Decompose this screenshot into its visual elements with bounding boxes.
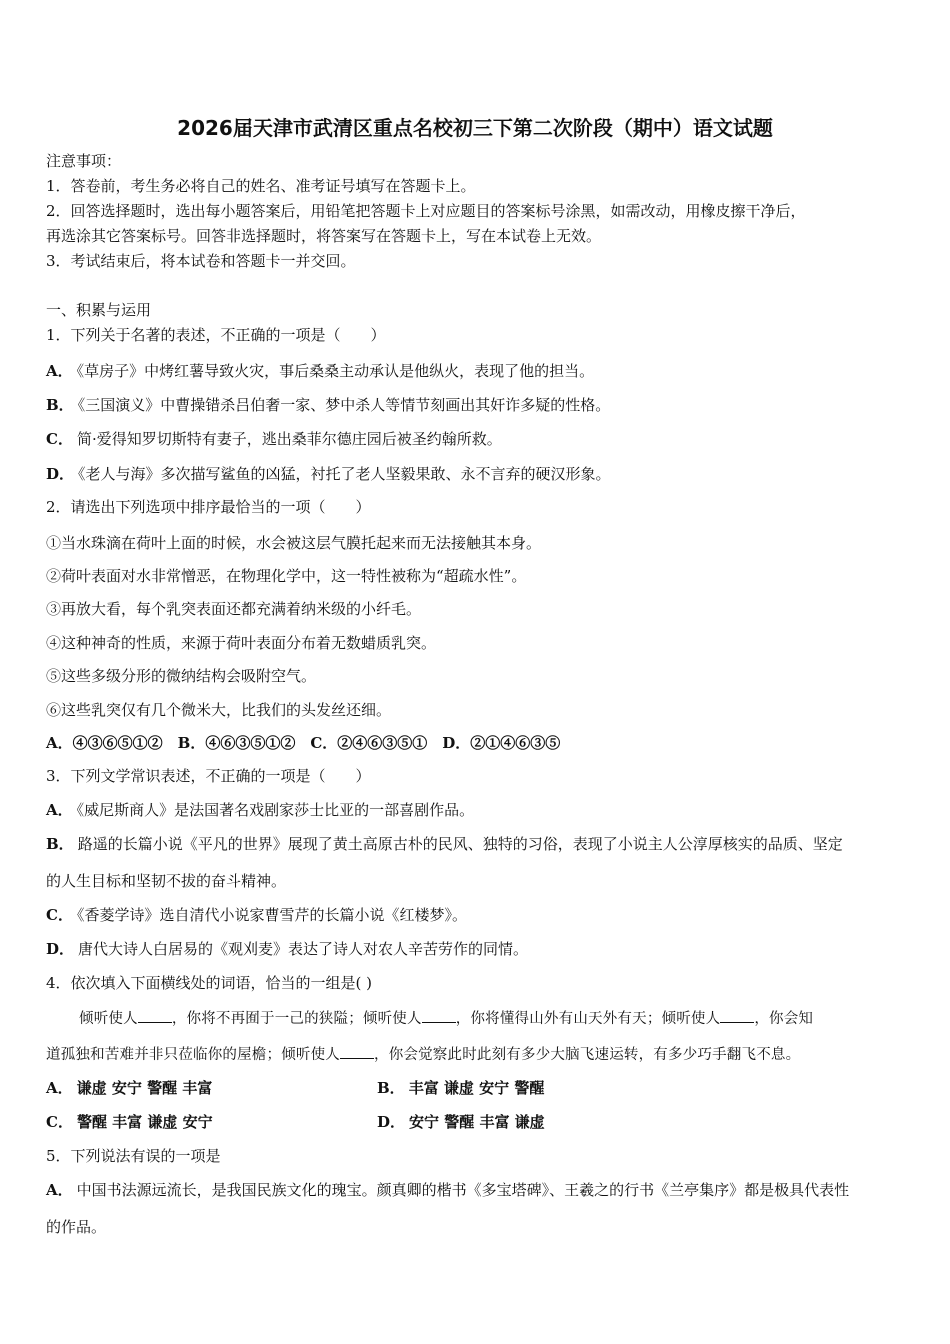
sentence-item: ⑤这些多级分形的微纳结构会吸附空气。 [46,667,317,685]
option-row: A．④③⑥⑤①② B．④⑥③⑤①② C．②④⑥③⑤① D．②①④⑥③⑤ [46,734,561,752]
option-a-continuation: 的作品。 [46,1218,107,1236]
option-d [46,464,611,484]
passage-text: 倾听使人 [79,1011,138,1027]
question-stem: 5．下列说法有误的一项是 [46,1147,221,1165]
option-text: 谦虚 安宁 警醒 丰富 [76,1079,213,1097]
fill-blank[interactable] [720,1008,754,1023]
option-text: 路遥的长篇小说《平凡的世界》展现了黄土高原古朴的民风、独特的习俗，表现了小说主人公淳厚核实的品质、坚定 [77,835,843,853]
option-text: 唐代大诗人白居易的《观刈麦》表达了诗人对农人辛苦劳作的同情。 [78,940,529,958]
fill-blank[interactable] [340,1044,374,1059]
sentence-item: ②荷叶表面对水非常憎恶，在物理化学中，这一特性被称为“超疏水性”。 [46,567,527,585]
notice-item: 1．答卷前，考生务必将自己的姓名、准考证号填写在答题卡上。 [46,177,476,195]
passage-line [46,1044,800,1065]
option-text: 《草房子》中烤红薯导致火灾，事后桑桑主动承认是他纵火，表现了他的担当。 [76,362,595,380]
option-c [46,429,502,449]
option-a [46,800,474,820]
option-d [377,1112,545,1132]
question-stem: 2．请选出下列选项中排序最恰当的一项（ ） [46,498,371,516]
passage-line [79,1008,813,1029]
option-d [46,939,528,959]
section-heading: 一、积累与运用 [46,301,152,319]
option-text: 《香菱学诗》选自清代小说家曹雪芹的长篇小说《红楼梦》。 [76,906,467,924]
option-text: 简·爱得知罗切斯特有妻子，逃出桑菲尔德庄园后被圣约翰所救。 [76,430,502,448]
option-label: B． [377,1079,405,1097]
passage-text: ，你会觉察此时此刻有多少大脑飞速运转，有多少巧手翻飞不息。 [374,1047,801,1063]
option-b [46,395,610,415]
option-label: D． [46,940,75,958]
sentence-item: ④这种神奇的性质，来源于荷叶表面分布着无数蜡质乳突。 [46,634,437,652]
option-label: D． [46,465,75,483]
option-b [377,1078,544,1098]
notice-item: 3．考试结束后，将本试卷和答题卡一并交回。 [46,252,356,270]
passage-text: ，你会知 [754,1011,814,1027]
option-a [46,1078,212,1098]
fill-blank[interactable] [138,1008,172,1023]
sentence-item: ①当水珠滴在荷叶上面的时候，水会被这层气膜托起来而无法接触其本身。 [46,534,542,552]
passage-text: 道孤独和苦难并非只莅临你的屋檐；倾听使人 [46,1047,340,1063]
page-title: 2026届天津市武清区重点名校初三下第二次阶段（期中）语文试题 [177,116,773,140]
option-b [46,834,843,854]
question-stem: 3．下列文学常识表述，不正确的一项是（ ） [46,767,371,785]
option-label: A． [46,1079,73,1097]
fill-blank[interactable] [422,1008,456,1023]
sentence-item: ⑥这些乳突仅有几个微米大，比我们的头发丝还细。 [46,701,392,719]
option-b-continuation: 的人生目标和坚韧不拔的奋斗精神。 [46,872,287,890]
notice-heading: 注意事项： [46,152,122,170]
option-label: C． [46,1113,73,1131]
option-text: 丰富 谦虚 安宁 警醒 [408,1079,545,1097]
notice-item: 2．回答选择题时，选出每小题答案后，用铅笔把答题卡上对应题目的答案标号涂黑，如需改动，用橡皮擦干净后， [46,202,806,220]
option-text: 《威尼斯商人》是法国著名戏剧家莎士比亚的一部喜剧作品。 [76,801,475,819]
question-stem: 1．下列关于名著的表述，不正确的一项是（ ） [46,326,386,344]
notice-item: 再选涂其它答案标号。回答非选择题时，将答案写在答题卡上，写在本试卷上无效。 [46,227,602,245]
option-label: B． [46,396,74,414]
option-text: 警醒 丰富 谦虚 安宁 [76,1113,213,1131]
option-label: B． [46,835,74,853]
option-label: A． [46,801,73,819]
question-stem: 4．依次填入下面横线处的词语，恰当的一组是( ) [46,974,373,992]
option-label: C． [46,906,73,924]
option-label: D． [377,1113,406,1131]
option-label: C． [46,430,73,448]
option-c [46,905,467,925]
option-c [46,1112,213,1132]
option-label: A． [46,362,73,380]
option-text: 《三国演义》中曹操错杀吕伯奢一家、梦中杀人等情节刻画出其奸诈多疑的性格。 [77,396,611,414]
passage-text: ，你将懂得山外有山天外有天；倾听使人 [455,1011,721,1027]
option-a [46,361,594,381]
option-a [46,1180,849,1200]
passage-text: ，你将不再囿于一己的狭隘；倾听使人 [171,1011,422,1027]
option-text: 安宁 警醒 丰富 谦虚 [409,1113,545,1131]
option-text: 中国书法源远流长，是我国民族文化的瑰宝。颜真卿的楷书《多宝塔碑》、王羲之的行书《兰亭集序》都是极具代表性 [76,1181,850,1199]
option-label: A． [46,1181,73,1199]
option-text: 《老人与海》多次描写鲨鱼的凶猛，衬托了老人坚毅果敢、永不言弃的硬汉形象。 [78,465,611,483]
sentence-item: ③再放大看，每个乳突表面还都充满着纳米级的小纤毛。 [46,600,422,618]
